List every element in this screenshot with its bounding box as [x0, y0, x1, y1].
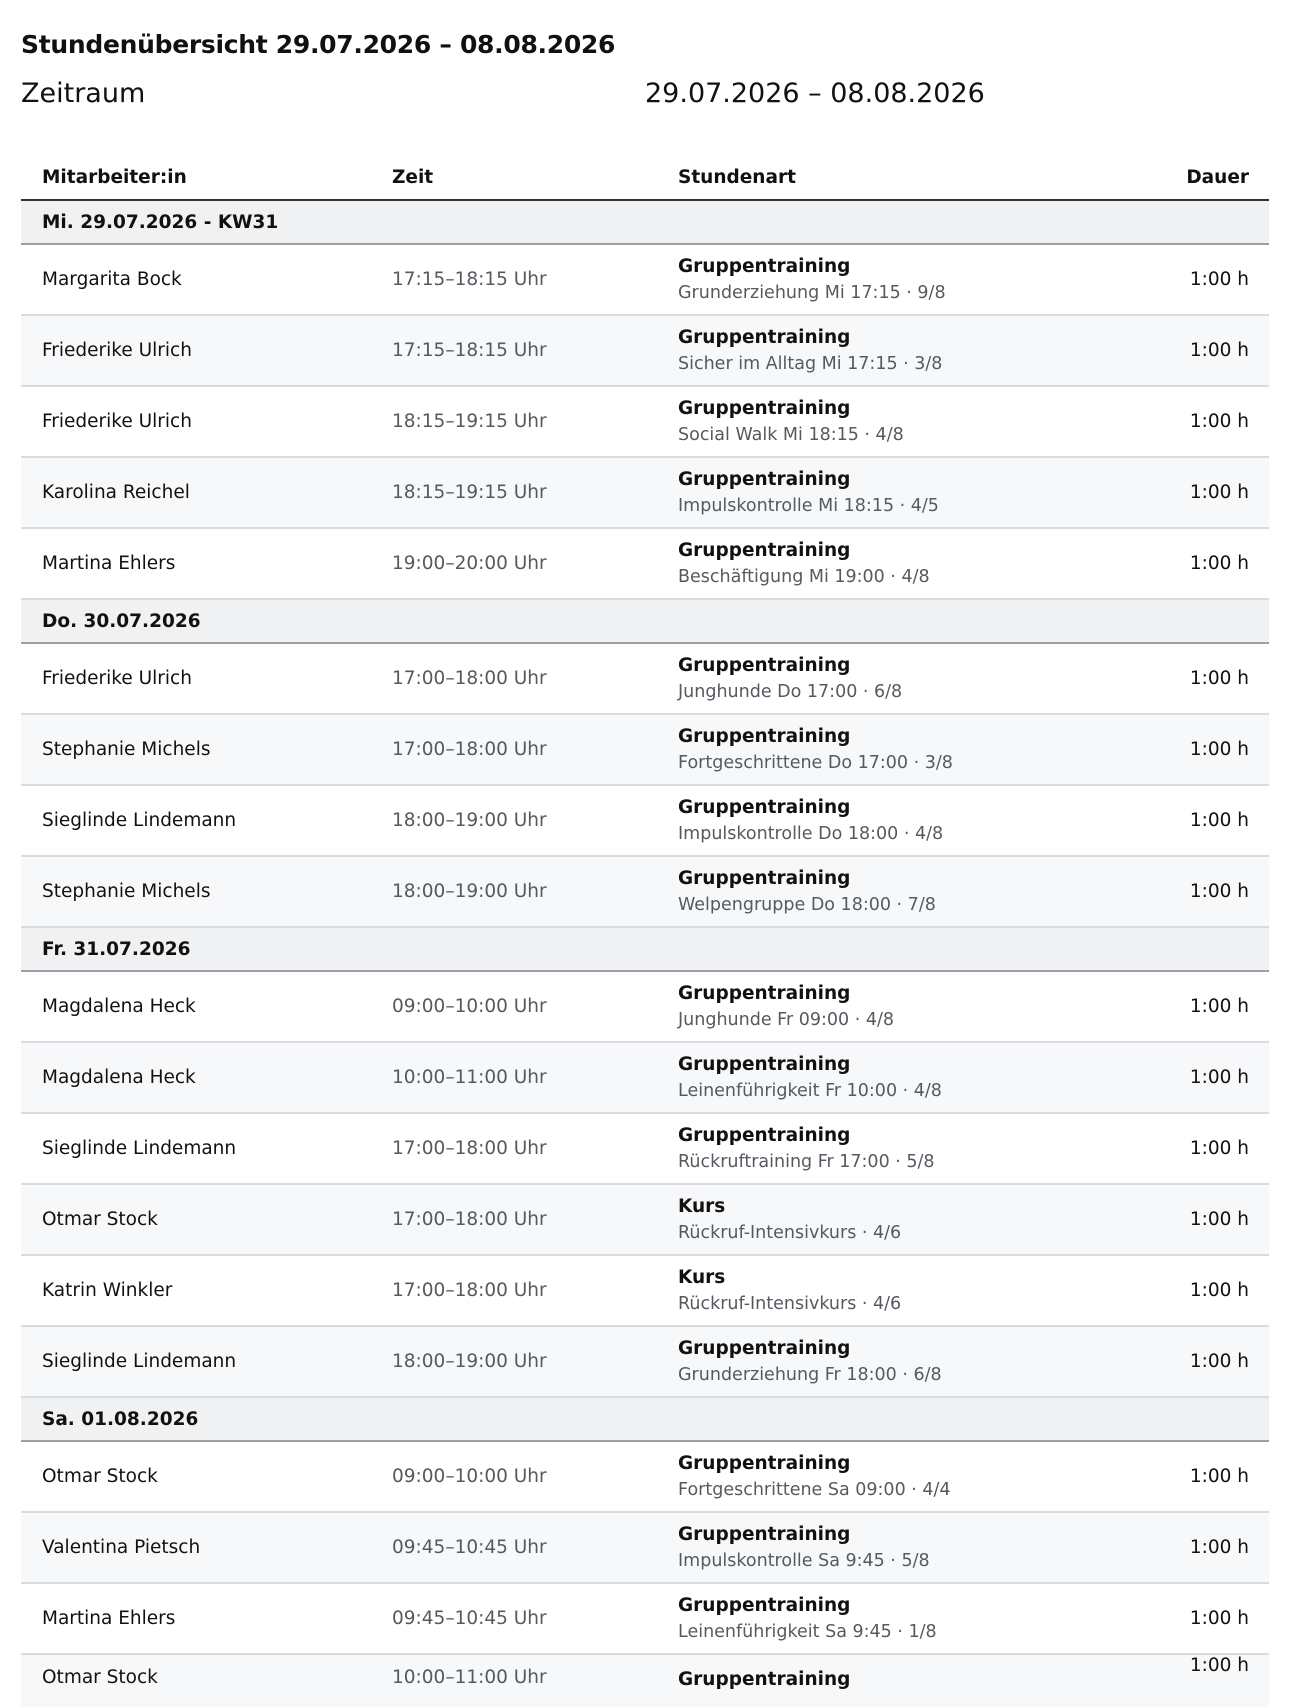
duration: 1:00 h [1107, 457, 1269, 528]
lesson-detail: Beschäftigung Mi 19:00 · 4/8 [678, 566, 930, 587]
lesson-detail: Rückruf-Intensivkurs · 4/6 [678, 1222, 902, 1243]
lesson-type: Gruppentraining [678, 468, 851, 490]
column-header-type: Stundenart [657, 155, 1107, 200]
employee-name: Otmar Stock [21, 1654, 371, 1707]
duration: 1:00 h [1107, 714, 1269, 785]
lesson-type-cell [657, 244, 1107, 315]
lesson-type: Kurs [678, 1266, 726, 1288]
duration: 1:00 h [1107, 1113, 1269, 1184]
employee-name: Otmar Stock [21, 1441, 371, 1512]
time-range: 18:15–19:15 Uhr [371, 457, 657, 528]
time-range: 09:45–10:45 Uhr [371, 1512, 657, 1583]
lesson-type-cell [657, 1512, 1107, 1583]
hours-table [21, 155, 1269, 1707]
duration: 1:00 h [1107, 1583, 1269, 1654]
table-row [21, 1512, 1269, 1583]
table-row [21, 971, 1269, 1042]
table-row [21, 1255, 1269, 1326]
lesson-type-cell [657, 643, 1107, 714]
lesson-type-cell [657, 386, 1107, 457]
date-group-row [21, 200, 1269, 244]
lesson-type-cell [657, 1255, 1107, 1326]
table-row [21, 1441, 1269, 1512]
duration: 1:00 h [1107, 1042, 1269, 1113]
duration: 1:00 h [1107, 1184, 1269, 1255]
lesson-detail: Grunderziehung Mi 17:15 · 9/8 [678, 282, 946, 303]
table-row [21, 1583, 1269, 1654]
table-row [21, 714, 1269, 785]
lesson-type: Gruppentraining [678, 1124, 851, 1146]
time-range: 09:45–10:45 Uhr [371, 1583, 657, 1654]
table-row [21, 643, 1269, 714]
table-header [21, 155, 1269, 200]
lesson-type: Gruppentraining [678, 654, 851, 676]
lesson-type-cell [657, 1583, 1107, 1654]
lesson-detail: Junghunde Fr 09:00 · 4/8 [678, 1009, 894, 1030]
date-group-row [21, 1397, 1269, 1441]
lesson-type-cell [657, 1042, 1107, 1113]
duration: 1:00 h [1107, 1255, 1269, 1326]
lesson-type: Gruppentraining [678, 725, 851, 747]
table-row [21, 856, 1269, 927]
lesson-type: Kurs [678, 1195, 726, 1217]
time-range: 18:15–19:15 Uhr [371, 386, 657, 457]
date-group-label: Do. 30.07.2026 [21, 599, 1269, 643]
lesson-type-cell [657, 785, 1107, 856]
time-range: 18:00–19:00 Uhr [371, 1326, 657, 1397]
employee-name: Martina Ehlers [21, 1583, 371, 1654]
lesson-type: Gruppentraining [678, 397, 851, 419]
lesson-detail: Leinenführigkeit Fr 10:00 · 4/8 [678, 1080, 942, 1101]
table-row [21, 1042, 1269, 1113]
time-range: 18:00–19:00 Uhr [371, 785, 657, 856]
lesson-type: Gruppentraining [678, 255, 851, 277]
lesson-type-cell [657, 714, 1107, 785]
time-range: 17:00–18:00 Uhr [371, 643, 657, 714]
lesson-detail: Welpengruppe Do 18:00 · 7/8 [678, 894, 936, 915]
column-header-employee: Mitarbeiter:in [21, 155, 371, 200]
lesson-type: Gruppentraining [678, 1594, 851, 1616]
table-body [21, 200, 1269, 1707]
column-header-duration: Dauer [1107, 155, 1269, 200]
lesson-type-cell [657, 457, 1107, 528]
time-range: 10:00–11:00 Uhr [371, 1042, 657, 1113]
employee-name: Friederike Ulrich [21, 643, 371, 714]
employee-name: Stephanie Michels [21, 856, 371, 927]
lesson-type: Gruppentraining [678, 1669, 851, 1690]
table-row [21, 1654, 1269, 1707]
period-value: 29.07.2026 – 08.08.2026 [645, 78, 985, 109]
lesson-detail: Impulskontrolle Sa 9:45 · 5/8 [678, 1550, 930, 1571]
employee-name: Valentina Pietsch [21, 1512, 371, 1583]
lesson-detail: Rückruftraining Fr 17:00 · 5/8 [678, 1151, 935, 1172]
employee-name: Margarita Bock [21, 244, 371, 315]
lesson-detail: Sicher im Alltag Mi 17:15 · 3/8 [678, 353, 943, 374]
lesson-detail: Fortgeschrittene Do 17:00 · 3/8 [678, 752, 953, 773]
time-range: 10:00–11:00 Uhr [371, 1654, 657, 1707]
lesson-detail: Impulskontrolle Mi 18:15 · 4/5 [678, 495, 939, 516]
lesson-detail: Grunderziehung Fr 18:00 · 6/8 [678, 1364, 942, 1385]
employee-name: Sieglinde Lindemann [21, 785, 371, 856]
lesson-detail: Junghunde Do 17:00 · 6/8 [678, 681, 903, 702]
table-row [21, 457, 1269, 528]
lesson-detail: Social Walk Mi 18:15 · 4/8 [678, 424, 904, 445]
duration: 1:00 h [1107, 971, 1269, 1042]
table-row [21, 1326, 1269, 1397]
duration: 1:00 h [1107, 1654, 1269, 1707]
time-range: 19:00–20:00 Uhr [371, 528, 657, 599]
lesson-type-cell [657, 315, 1107, 386]
page-title: Stundenübersicht 29.07.2026 – 08.08.2026 [21, 30, 616, 59]
lesson-type-cell [657, 856, 1107, 927]
employee-name: Karolina Reichel [21, 457, 371, 528]
lesson-detail: Rückruf-Intensivkurs · 4/6 [678, 1293, 902, 1314]
table-row [21, 244, 1269, 315]
date-group-label: Fr. 31.07.2026 [21, 927, 1269, 971]
duration: 1:00 h [1107, 528, 1269, 599]
duration: 1:00 h [1107, 315, 1269, 386]
table-row [21, 1113, 1269, 1184]
lesson-type-cell [657, 1113, 1107, 1184]
column-header-time: Zeit [371, 155, 657, 200]
duration: 1:00 h [1107, 386, 1269, 457]
time-range: 17:00–18:00 Uhr [371, 1255, 657, 1326]
table-row [21, 785, 1269, 856]
lesson-type: Gruppentraining [678, 1337, 851, 1359]
lesson-detail: Impulskontrolle Do 18:00 · 4/8 [678, 823, 944, 844]
employee-name: Martina Ehlers [21, 528, 371, 599]
table-row [21, 386, 1269, 457]
employee-name: Friederike Ulrich [21, 386, 371, 457]
duration: 1:00 h [1107, 643, 1269, 714]
employee-name: Stephanie Michels [21, 714, 371, 785]
employee-name: Magdalena Heck [21, 971, 371, 1042]
lesson-detail: Fortgeschrittene Sa 09:00 · 4/4 [678, 1479, 951, 1500]
employee-name: Friederike Ulrich [21, 315, 371, 386]
date-group-label: Sa. 01.08.2026 [21, 1397, 1269, 1441]
employee-name: Katrin Winkler [21, 1255, 371, 1326]
table-row [21, 1184, 1269, 1255]
lesson-type: Gruppentraining [678, 1053, 851, 1075]
employee-name: Sieglinde Lindemann [21, 1113, 371, 1184]
table-row [21, 528, 1269, 599]
lesson-type-cell [657, 1184, 1107, 1255]
lesson-type: Gruppentraining [678, 982, 851, 1004]
time-range: 17:00–18:00 Uhr [371, 1184, 657, 1255]
date-group-row [21, 927, 1269, 971]
time-range: 09:00–10:00 Uhr [371, 971, 657, 1042]
duration: 1:00 h [1107, 785, 1269, 856]
lesson-type: Gruppentraining [678, 796, 851, 818]
lesson-type-cell [657, 971, 1107, 1042]
lesson-type-cell [657, 1654, 1107, 1707]
lesson-type-cell [657, 1441, 1107, 1512]
lesson-type: Gruppentraining [678, 1523, 851, 1545]
date-group-label: Mi. 29.07.2026 - KW31 [21, 200, 1269, 244]
duration: 1:00 h [1107, 1512, 1269, 1583]
lesson-type-cell [657, 1326, 1107, 1397]
employee-name: Otmar Stock [21, 1184, 371, 1255]
time-range: 09:00–10:00 Uhr [371, 1441, 657, 1512]
time-range: 18:00–19:00 Uhr [371, 856, 657, 927]
duration: 1:00 h [1107, 244, 1269, 315]
time-range: 17:00–18:00 Uhr [371, 1113, 657, 1184]
lesson-type: Gruppentraining [678, 326, 851, 348]
lesson-type: Gruppentraining [678, 1452, 851, 1474]
lesson-type: Gruppentraining [678, 867, 851, 889]
lesson-type: Gruppentraining [678, 539, 851, 561]
period-label: Zeitraum [21, 78, 146, 109]
time-range: 17:15–18:15 Uhr [371, 315, 657, 386]
duration: 1:00 h [1107, 1326, 1269, 1397]
time-range: 17:15–18:15 Uhr [371, 244, 657, 315]
table-row [21, 315, 1269, 386]
lesson-detail: Leinenführigkeit Sa 9:45 · 1/8 [678, 1621, 937, 1642]
duration: 1:00 h [1107, 856, 1269, 927]
employee-name: Magdalena Heck [21, 1042, 371, 1113]
employee-name: Sieglinde Lindemann [21, 1326, 371, 1397]
duration: 1:00 h [1107, 1441, 1269, 1512]
date-group-row [21, 599, 1269, 643]
time-range: 17:00–18:00 Uhr [371, 714, 657, 785]
lesson-type-cell [657, 528, 1107, 599]
